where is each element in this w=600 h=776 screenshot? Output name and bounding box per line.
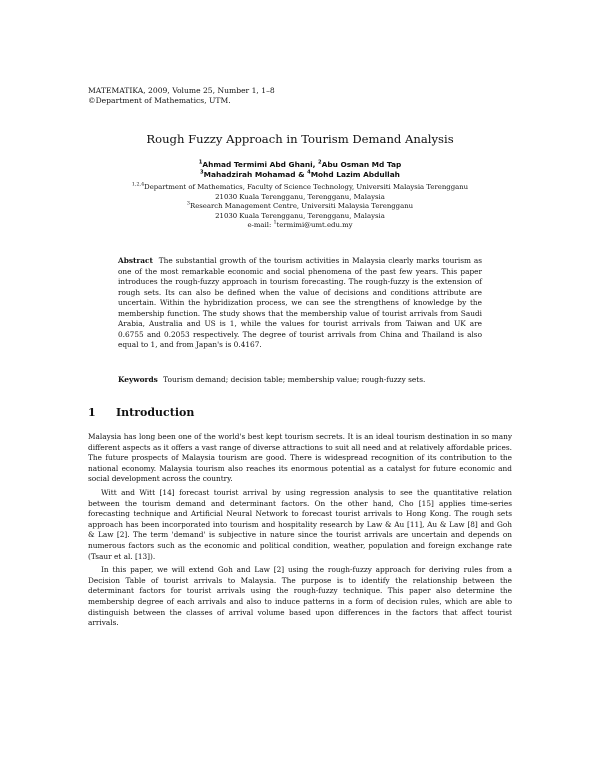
- journal-citation: MATEMATIKA, 2009, Volume 25, Number 1, 1–8: [88, 86, 275, 95]
- author-line-1: [0, 160, 600, 170]
- affiliations: [0, 183, 600, 231]
- paragraph: Malaysia has long been one of the world's best kept tourism secrets. It is an ideal tourism destination in so many different aspects as it offers a vast range of diverse attractions to suit all need and at relatively affordable prices. The future prospects of Malaysia tourism are good. There is widespread recognition of its contribution to the national economy. Malaysia tourism also reaches its enormous potential as a catalyst for future economic and social development across the country.: [88, 432, 512, 484]
- affiliation-superscript: 1,2,4: [131, 182, 145, 188]
- author-name: Ahmad Termimi Abd Ghani,: [202, 160, 318, 169]
- keywords: [118, 375, 482, 385]
- author-superscript: 2: [318, 159, 322, 166]
- author-name: Mohd Lazim Abdullah: [310, 170, 400, 179]
- section-body: [88, 432, 512, 632]
- paper-title: Rough Fuzzy Approach in Tourism Demand Analysis: [146, 132, 454, 146]
- author-name: Mahadzirah Mohamad &: [203, 170, 308, 179]
- email-line: e-mail: $^1$termimi@umt.edu.my: [247, 220, 353, 229]
- affiliation-superscript: 3: [186, 201, 190, 207]
- keywords-label: Keywords: [118, 375, 158, 384]
- copyright-line: ©Department of Mathematics, UTM.: [88, 96, 231, 105]
- abstract: [118, 256, 482, 351]
- journal-header: [88, 86, 275, 106]
- affiliation-2-address: 21030 Kuala Terengganu, Terengganu, Malaysia: [215, 211, 385, 220]
- author-superscript: 4: [307, 169, 311, 176]
- paragraph: In this paper, we will extend Goh and Law [2] using the rough-fuzzy approach for deriving rules from a Decision Table of tourist arrivals to Malaysia. The purpose is to identify the relationship between the determinant factors for tourist arrivals using the rough-fuzzy technique. This paper also determine the membership degree of each arrivals and also to induce patterns in a form of decision rules, which are able to distinguish between the classes of arrival volume based upon differences in the factors that affect tourist arrivals.: [88, 565, 512, 628]
- keywords-text: Tourism demand; decision table; membership value; rough-fuzzy sets.: [163, 375, 426, 384]
- affiliation-1: $^{1,2,4}$Department of Mathematics, Faculty of Science Technology, Universiti Malaysia Terengganu: [131, 182, 469, 191]
- author-list: [0, 160, 600, 180]
- section-title: Introduction: [116, 406, 195, 419]
- section-number: 1: [88, 406, 96, 419]
- email-superscript: 1: [273, 220, 277, 226]
- author-name: Abu Osman Md Tap: [321, 160, 402, 169]
- affiliation-1-address: 21030 Kuala Terengganu, Terengganu, Malaysia: [215, 192, 385, 201]
- section-heading: [88, 406, 194, 419]
- email-address: termimi@umt.edu.my: [276, 221, 353, 229]
- author-superscript: 3: [200, 169, 204, 176]
- paragraph: Witt and Witt [14] forecast tourist arrival by using regression analysis to see the quantitative relation between the tourism demand and determinant factors. On the other hand, Cho [15] applies time-series forecasting technique and Artificial Neural Network to forecast tourist arrivals to Hong Kong. The rough sets approach has been incorporated into tourism and hospitality research by Law & Au [11], Au & Law [8] and Goh & Law [2]. The term 'demand' is subjective in nature since the tourist arrivals are uncertain and depends on numerous factors such as the economic and political condition, weather, population and foreign exchange rate (Tsaur et al. [13]).: [88, 487, 512, 561]
- author-line-2: [0, 170, 600, 180]
- abstract-text: The substantial growth of the tourism activities in Malaysia clearly marks tourism as one of the most remarkable economic and social phenomena of the past few years. This paper introduces the rough-fuzzy approach in tourism forecasting. The rough-fuzzy is the extension of rough sets. Its can also be defined when the value of decisions and conditions attribute are uncertain. Within the hybridization process, we can see the strengthens of knowledge by the membership function. The study shows that the membership value of tourist arrivals from Saudi Arabia, Australia and US is 1, while the values for tourist arrivals from Taiwan and UK are 0.6755 and 0.2053 respectively. The degree of tourist arrivals from China and Thailand is also equal to 1, and from Japan's is 0.4167.: [118, 256, 482, 349]
- abstract-label: Abstract: [118, 256, 153, 265]
- author-superscript: 1: [198, 159, 203, 166]
- affiliation-2: $^3$Research Management Centre, Universiti Malaysia Terengganu: [186, 201, 414, 210]
